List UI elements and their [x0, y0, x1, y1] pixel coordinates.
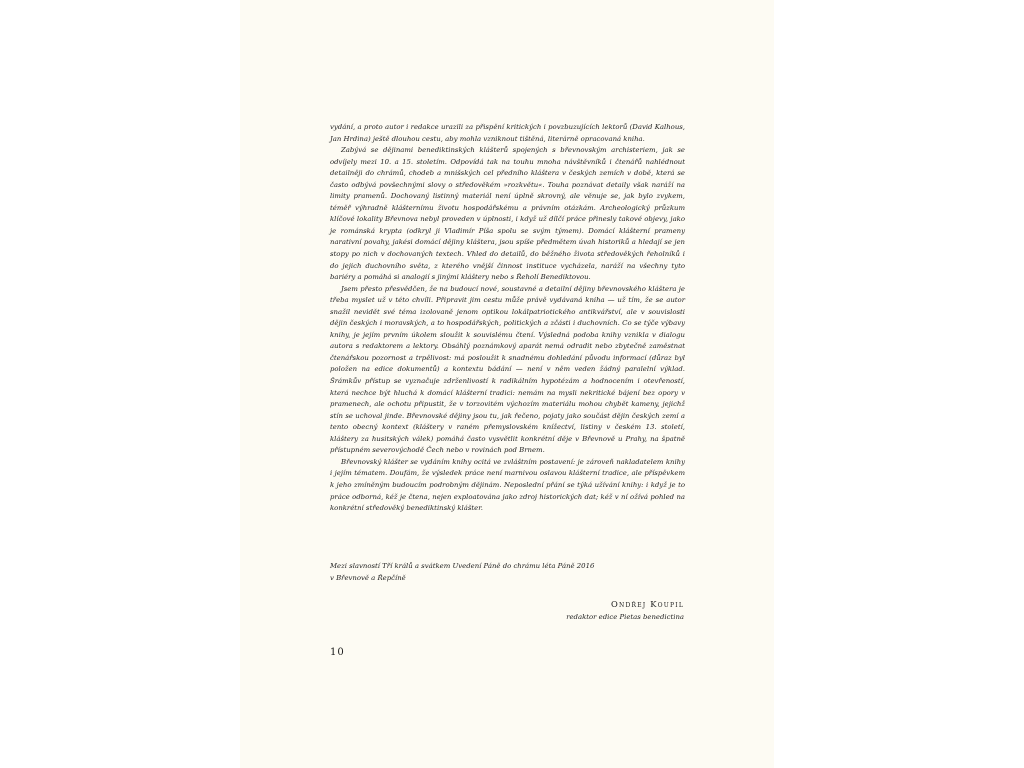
place-date-line-2: v Břevnově a Řepčíně — [330, 573, 406, 582]
paragraph-1: vydání, a proto autor i redakce urazili za přispění kritických i povzbuzujících lektorů (David Kalhous, Jan Hrdina) ještě dlouhou cestu, aby mohla vzniknout tištěná, literárně opracovaná kniha. — [330, 123, 685, 143]
book-page — [240, 0, 774, 768]
page-number: 10 — [330, 647, 345, 658]
paragraph-4: Břevnovský klášter se vydáním knihy ocitá ve zvláštním postavení: je zároveň nakladatelem knihy i jejím tématem. Doufám, že výsledek práce není marnivou oslavou klášterní tradice, ale příspěvkem k jeho zmíněným budoucím podrobným dějinám. Neposlední přání se týká užívání knihy: i když je to práce odborná, kéž je čtena, nejen exploatována jako zdroj historických dat; kéž v ní ožívá pohled na konkrétní středověký benediktinský klášter. — [330, 457, 685, 513]
author-role: redaktor edice Pietas benedictina — [566, 613, 684, 621]
place-date — [330, 561, 685, 584]
body-text — [330, 122, 685, 515]
place-date-line-1: Mezi slavností Tří králů a svátkem Uvedení Páně do chrámu léta Páně 2016 — [330, 562, 595, 570]
paragraph-2: Zabývá se dějinami benediktinských klášterů spojených s břevnovským archisteriem, jak se odvíjely mezi 10. a 15. stoletím. Odpovídá tak na touhu mnoha návštěvníků i čtenářů nahlédnout detailněji do chrámů, chodeb a mnišských cel předního kláštera v českých zemích v době, která se často odbývá povšechnými slovy o středověkém »rozkvětu«. Touha poznávat detaily však naráží na limity pramenů. Dochovaný listinný materiál není úplně skrovný, ale věnuje se, jak bylo zvykem, téměř výhradně klášternímu životu hospodářskému a právním otázkám. Archeologický průzkum klíčové lokality Břevnova nebyl proveden v úplnosti, i když už dílčí práce přinesly takové objevy, jako je románská krypta (odkryl ji Vladimír Píša spolu se svým týmem). Domácí klášterní prameny narativní povahy, jakési domácí dějiny kláštera, jsou spíše předmětem úvah historiků a hledají se jen stopy po nich v dochovaných textech. Vhled do detailů, do běžného života středověkých řeholníků i do jejich duchovního světa, z kterého vnější činnost instituce vycházela, naráží na všechny tyto bariéry a pomáhá si analogií s jinými kláštery nebo s Řeholí Benediktovou. — [330, 146, 685, 282]
author-name: Ondřej Koupil — [611, 599, 684, 609]
paragraph-3: Jsem přesto přesvědčen, že na budoucí nové, soustavné a detailní dějiny břevnovského kláštera je třeba myslet už v této chvíli. Připravit jim cestu může právě vydávaná kniha — už tím, že se autor snažil nevidět své téma izolovaně jenom optikou lokálpatriotického antikvářství, ale v souvislosti dějin českých i moravských, a to hospodářských, politických a zčásti i duchovních. Co se týče výbavy knihy, je jejím prvním úkolem sloužit k souvislému čtení. Výsledná podoba knihy vznikla v dialogu autora s redaktorem a lektory. Obsáhlý poznámkový aparát nemá odradit nebo zbytečně zaměstnat čtenářskou pozornost a trpělivost: má posloužit k snadnému dohledání původu informací (důraz byl položen na edice dokumentů) a kontextu bádání — není v něm veden žádný paralelní výklad. Šrámkův přístup se vyznačuje zdrženlivostí k radikálním hypotézám a hodnocením i otevřeností, která nechce být hluchá k domácí klášterní tradici: nemám na mysli nekritické bájení bez opory v pramenech, ale ochotu připustit, že v torzovitém výchozím materiálu mohou chybět kameny, jejichž stín se uchoval jinde. Břevnovské dějiny jsou tu, jak řečeno, pojaty jako součást dějin českých zemí a tento obecný kontext (kláštery v raném přemyslovském knížectví, listiny v českém 13. století, kláštery za husitských válek) pomáhá často vysvětlit konkrétní děje v Břevnově u Prahy, na špatně přístupném severovýchodě Čech nebo v rovinách pod Brnem. — [330, 284, 685, 455]
signature — [566, 598, 684, 623]
